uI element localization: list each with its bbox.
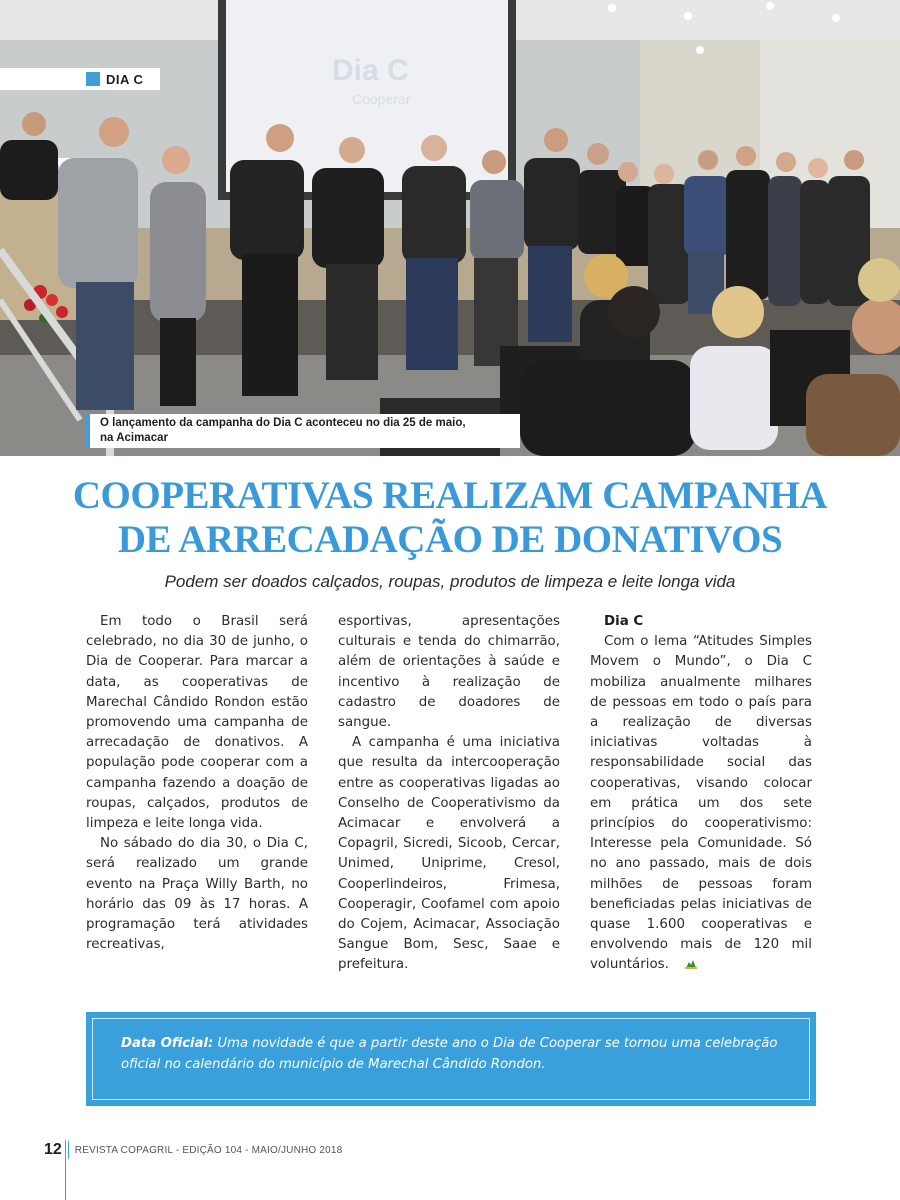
paragraph: Em todo o Brasil será celebrado, no dia 30 de junho, o Dia de Cooperar. Para marcar a data, as cooperativas de Marechal Cândido Rondon estão promovendo uma campanha de arrecadação de donativos. A população pode cooperar com a campanha fazendo a doação de roupas, calçados, produtos de limpeza e leite longa vida. bbox=[86, 614, 308, 832]
callout-inner bbox=[92, 1018, 810, 1100]
photo-caption bbox=[86, 414, 520, 448]
paragraph: esportivas, apresentações culturais e tenda do chimarrão, além de orientações à saúde e incentivo à realização de cadastro de doadores de sangue. bbox=[338, 614, 560, 731]
footer-divider bbox=[68, 1141, 69, 1159]
paragraph-text: Com o lema “Atitudes Simples Movem o Mundo”, o Dia C mobiliza anualmente milhares de pessoas em todo o país para a realização de diversas iniciativas voltadas à responsabilidade social das cooperativas, visando colocar em prática um dos sete princípios do cooperativismo: Interesse pela Comunidade. Só no ano passado, mais de dois milhões de pessoas foram beneficiadas pelas iniciativas de quase 1.600 cooperativas e envolvendo mais de 120 mil voluntários. bbox=[590, 634, 812, 973]
headline-line2: DE ARRECADAÇÃO DE DONATIVOS bbox=[117, 518, 783, 561]
photo-caption-line1: O lançamento da campanha do Dia C aconteceu no dia 25 de maio, bbox=[100, 417, 466, 429]
svg-text:Dia C: Dia C bbox=[332, 54, 409, 87]
article-subtitle: Podem ser doados calçados, roupas, produtos de limpeza e leite longa vida bbox=[164, 572, 736, 591]
section-subhead: Dia C bbox=[604, 614, 644, 629]
article-column-3 bbox=[590, 612, 812, 977]
page-number: 12 bbox=[44, 1141, 62, 1158]
article-column-2 bbox=[338, 612, 560, 976]
article-headline bbox=[40, 474, 860, 562]
page-footer bbox=[44, 1140, 342, 1160]
paragraph bbox=[590, 632, 812, 976]
callout-lead: Data Oficial: bbox=[121, 1036, 214, 1051]
paragraph: No sábado do dia 30, o Dia C, será realizado um grande evento na Praça Willy Barth, no horário das 09 às 17 horas. A programação terá atividades recreativas, bbox=[86, 836, 308, 953]
callout-text: Uma novidade é que a partir deste ano o Dia de Cooperar se tornou uma celebração oficial no calendário do município de Marechal Cândido Rondon. bbox=[121, 1036, 778, 1072]
event-photo bbox=[0, 0, 900, 456]
callout-box bbox=[86, 1012, 816, 1106]
paragraph: A campanha é uma iniciativa que resulta da intercooperação entre as cooperativas ligadas ao Conselho de Cooperativismo da Acimacar e envolverá a Copagril, Sicredi, Sicoob, Cercar, Unimed, Uniprime, Cresol, Cooperlindeiros, Frimesa, Cooperagir, Coofamel com apoio do Cojem, Acimacar, Associação Sangue Bom, Sesc, Saae e prefeitura. bbox=[338, 735, 560, 973]
publication-info: REVISTA COPAGRIL - EDIÇÃO 104 - MAIO/JUNHO 2018 bbox=[74, 1144, 343, 1156]
photo-caption-line2: na Acimacar bbox=[100, 432, 168, 444]
article-column-1 bbox=[86, 612, 308, 955]
square-bullet-icon bbox=[86, 72, 100, 86]
section-label: DIA C bbox=[106, 71, 144, 87]
section-tag bbox=[0, 68, 160, 90]
headline-line1: COOPERATIVAS REALIZAM CAMPANHA bbox=[72, 474, 828, 517]
svg-text:Cooperar: Cooperar bbox=[352, 91, 411, 107]
end-mark-icon bbox=[671, 956, 697, 976]
